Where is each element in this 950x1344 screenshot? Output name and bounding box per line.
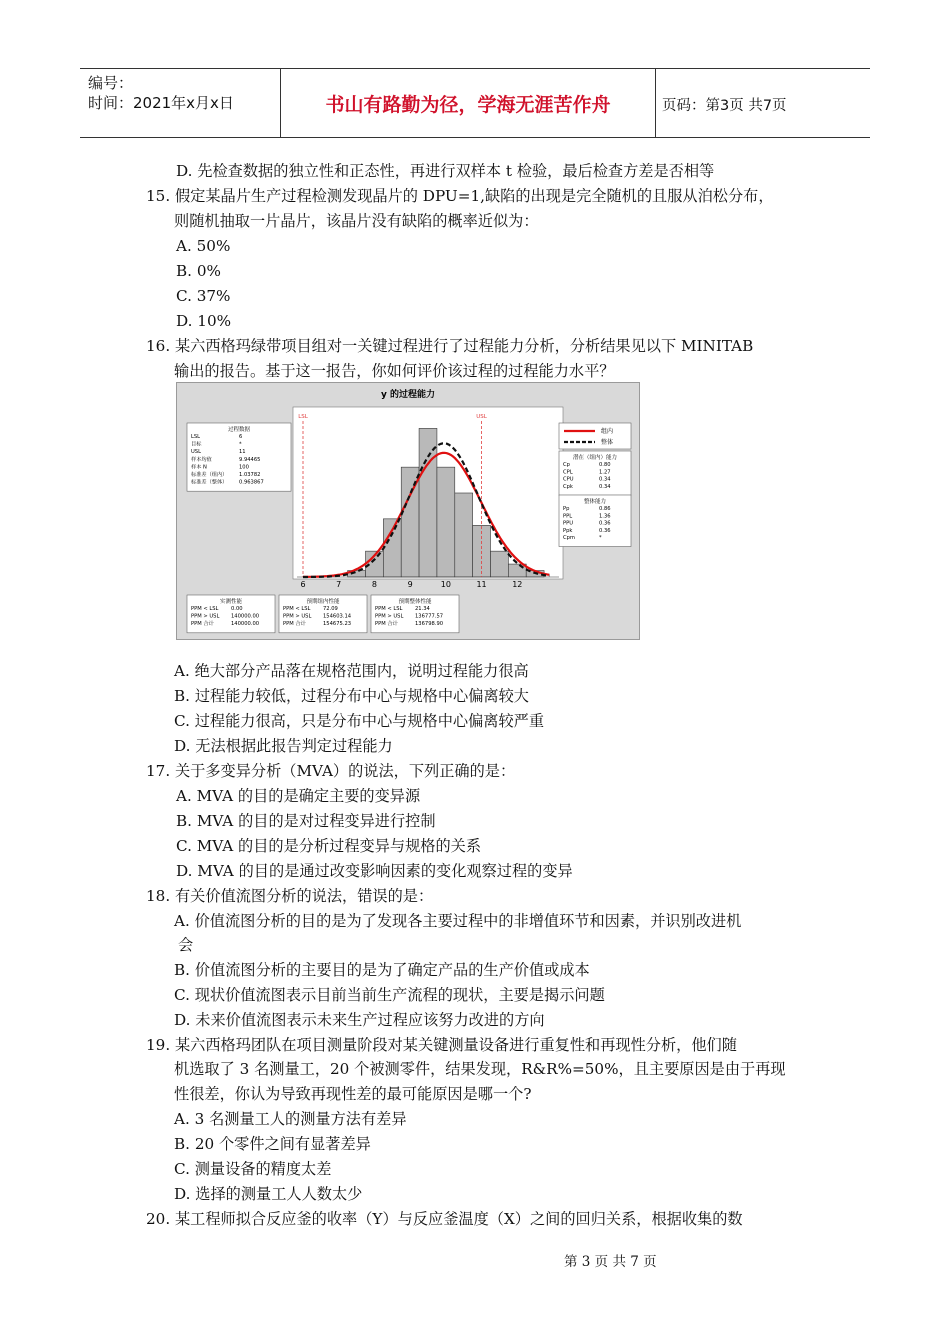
potential-capability-value: 0.80	[599, 462, 611, 468]
potential-capability-key: CPU	[563, 476, 574, 483]
q16-stem-line1: 16. 某六西格玛绿带项目组对一关键过程进行了过程能力分析，分析结果见以下 MINITAB	[146, 337, 754, 355]
expected-within-key: PPM > USL	[283, 613, 312, 620]
overall-capability-key: Pp	[563, 506, 570, 512]
overall-capability-value: 0.36	[599, 527, 611, 534]
page-footer: 第 3 页 共 7 页	[564, 1254, 657, 1270]
potential-capability-value: 0.34	[599, 476, 611, 483]
q19-stem-line3: 性很差，你认为导致再现性差的最可能原因是哪一个?	[174, 1085, 532, 1103]
histogram-bar	[419, 428, 437, 577]
overall-capability-value: 0.36	[599, 520, 611, 527]
overall-capability-key: PPU	[563, 520, 574, 527]
lsl-label: LSL	[298, 414, 308, 420]
q16-option-a: A. 绝大部分产品落在规格范围内，说明过程能力很高	[174, 662, 529, 680]
process-capability-figure	[176, 382, 640, 640]
x-tick-label: 12	[512, 580, 523, 589]
x-tick-label: 11	[476, 580, 487, 589]
observed-performance-key: PPM 合计	[191, 621, 214, 628]
q17-option-b: B. MVA 的目的是对过程变异进行控制	[176, 812, 436, 830]
q19-option-a: A. 3 名测量工人的测量方法有差异	[174, 1110, 407, 1128]
time-label: 时间：2021年x月x日	[88, 94, 234, 112]
q15-stem-line2: 则随机抽取一片晶片，该晶片没有缺陷的概率近似为：	[174, 212, 539, 230]
process-data-key: 目标	[191, 441, 202, 448]
potential-capability-title: 潜在（组内）能力	[572, 455, 618, 461]
x-tick-label: 7	[336, 580, 342, 589]
expected-within-value: 154603.14	[323, 613, 352, 620]
observed-performance-value: 0.00	[231, 606, 243, 612]
histogram-bar	[508, 564, 526, 577]
process-data-value: 100	[239, 464, 249, 471]
expected-overall-key: PPM < LSL	[375, 606, 403, 612]
expected-within-title: 预期组内性能	[306, 599, 340, 605]
page-header	[80, 68, 870, 138]
q18-option-d: D. 未来价值流图表示未来生产过程应该努力改进的方向	[174, 1011, 545, 1029]
expected-overall-key: PPM 合计	[375, 621, 398, 628]
observed-performance-value: 140000.00	[231, 613, 260, 620]
header-meta	[80, 69, 280, 137]
process-data-value: 0.963867	[239, 479, 264, 486]
histogram-bar	[455, 493, 473, 577]
overall-capability-value: *	[599, 535, 602, 542]
q19-stem-line1: 19. 某六西格玛团队在项目测量阶段对某关键测量设备进行重复性和再现性分析，他们随	[146, 1036, 737, 1054]
process-data-value: 11	[239, 449, 246, 456]
usl-label: USL	[476, 414, 487, 420]
q15-option-c: C. 37%	[176, 287, 231, 305]
x-tick-label: 10	[440, 580, 451, 589]
chart-title: y 的过程能力	[380, 390, 436, 400]
overall-capability-key: Cpm	[563, 535, 575, 542]
overall-capability-key: PPL	[563, 513, 573, 520]
q16-option-c: C. 过程能力很高，只是分布中心与规格中心偏离较严重	[174, 712, 545, 730]
q15-stem-line1: 15. 假定某晶片生产过程检测发现晶片的 DPU=1,缺陷的出现是完全随机的且服从泊松分布，	[146, 187, 774, 205]
q18-option-b: B. 价值流图分析的主要目的是为了确定产品的生产价值或成本	[174, 961, 590, 979]
q20-stem-line1: 20. 某工程师拟合反应釜的收率（Y）与反应釜温度（X）之间的回归关系，根据收集的数	[146, 1210, 743, 1228]
x-tick-label: 8	[371, 580, 377, 589]
process-data-key: LSL	[191, 434, 201, 440]
header-motto: 书山有路勤为径，学海无涯苦作舟	[280, 69, 656, 137]
legend-box	[559, 423, 631, 449]
q17-option-c: C. MVA 的目的是分析过程变异与规格的关系	[176, 837, 482, 855]
q16-option-b: B. 过程能力较低，过程分布中心与规格中心偏离较大	[174, 687, 529, 705]
process-data-key: USL	[191, 449, 201, 456]
q19-stem-line2: 机选取了 3 名测量工，20 个被测零件，结果发现，R&R%=50%，且主要原因是由于再现	[174, 1060, 786, 1078]
q15-option-a: A. 50%	[176, 237, 231, 255]
potential-capability-key: Cpk	[563, 483, 573, 490]
q16-option-d: D. 无法根据此报告判定过程能力	[174, 737, 393, 755]
observed-performance-value: 140000.00	[231, 621, 260, 628]
histogram-bar	[383, 519, 401, 577]
q19-option-c: C. 测量设备的精度太差	[174, 1160, 332, 1178]
capability-chart	[177, 383, 639, 639]
overall-capability-title: 整体能力	[583, 499, 607, 505]
x-tick-label: 6	[300, 580, 306, 589]
overall-capability-value: 0.86	[599, 506, 611, 512]
expected-within-key: PPM < LSL	[283, 606, 311, 612]
process-data-value: 1.03782	[239, 472, 261, 478]
process-data-key: 标准差（组内）	[191, 472, 228, 478]
overall-capability-key: Ppk	[563, 527, 573, 534]
q17-option-a: A. MVA 的目的是确定主要的变异源	[176, 787, 421, 805]
q18-stem: 18. 有关价值流图分析的说法，错误的是：	[146, 887, 434, 905]
expected-within-value: 154675.23	[323, 621, 352, 628]
process-data-key: 样本均值	[191, 456, 212, 463]
process-data-key: 样本 N	[191, 464, 207, 471]
expected-overall-title: 预期整体性能	[398, 599, 432, 605]
q17-option-d: D. MVA 的目的是通过改变影响因素的变化观察过程的变异	[176, 862, 573, 880]
histogram-bar	[491, 551, 509, 577]
expected-overall-value: 136798.90	[415, 621, 444, 628]
q18-option-a-line1: A. 价值流图分析的目的是为了发现各主要过程中的非增值环节和因素，并识别改进机	[174, 912, 742, 930]
process-data-value: *	[239, 441, 242, 448]
number-label: 编号：	[88, 74, 134, 92]
q19-option-d: D. 选择的测量工人人数太少	[174, 1185, 363, 1203]
x-tick-label: 9	[407, 580, 413, 589]
observed-performance-key: PPM < LSL	[191, 606, 219, 612]
process-data-key: 标准差（整体）	[191, 479, 228, 486]
process-data-value: 9.94465	[239, 456, 261, 463]
legend-overall-label: 整体	[601, 439, 614, 446]
expected-within-value: 72.09	[323, 606, 338, 612]
q18-option-a-line2: 会	[178, 936, 194, 954]
expected-overall-value: 21.34	[415, 606, 430, 612]
potential-capability-value: 1.27	[599, 469, 611, 476]
q18-option-c: C. 现状价值流图表示目前当前生产流程的现状，主要是揭示问题	[174, 986, 605, 1004]
process-data-title: 过程数据	[227, 427, 251, 433]
q15-option-b: B. 0%	[176, 262, 221, 280]
potential-capability-key: CPL	[563, 469, 573, 476]
process-data-value: 6	[239, 434, 243, 440]
q17-stem: 17. 关于多变异分析（MVA）的说法，下列正确的是：	[146, 762, 516, 780]
header-page-label: 页码：第3页 共7页	[662, 98, 787, 114]
legend-within-label: 组内	[601, 428, 614, 435]
plot-area	[293, 407, 563, 589]
q19-option-b: B. 20 个零件之间有显著差异	[174, 1135, 371, 1153]
potential-capability-key: Cp	[563, 462, 570, 468]
overall-capability-value: 1.36	[599, 513, 611, 520]
observed-performance-key: PPM > USL	[191, 613, 220, 620]
q16-stem-line2: 输出的报告。基于这一报告，你如何评价该过程的过程能力水平？	[174, 362, 615, 380]
potential-capability-value: 0.34	[599, 483, 611, 490]
histogram-bar	[437, 467, 455, 577]
expected-within-key: PPM 合计	[283, 621, 306, 628]
expected-overall-key: PPM > USL	[375, 613, 404, 620]
q15-option-d: D. 10%	[176, 312, 232, 330]
expected-overall-value: 136777.57	[415, 613, 444, 620]
q14-option-d: D. 先检查数据的独立性和正态性，再进行双样本 t 检验，最后检查方差是否相等	[176, 162, 715, 180]
observed-performance-title: 实测性能	[219, 599, 243, 605]
